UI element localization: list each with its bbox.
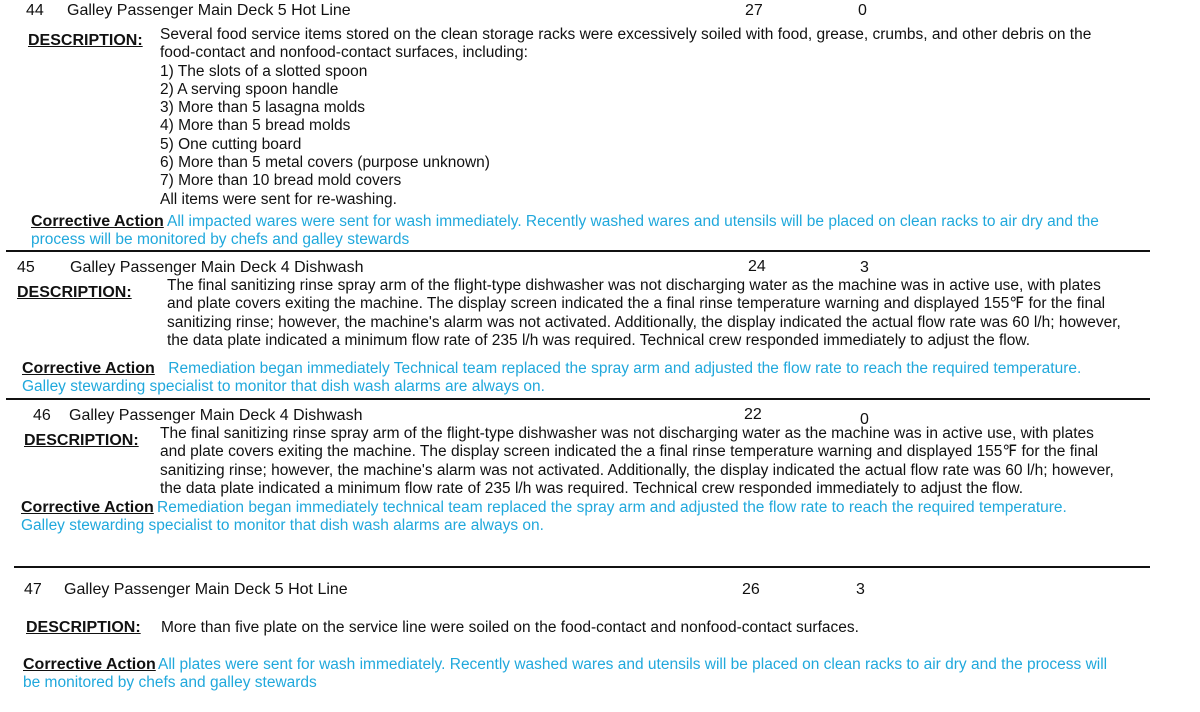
section-divider xyxy=(6,250,1150,252)
item-number: 47 xyxy=(24,581,42,598)
corrective-action-line: Galley stewarding specialist to monitor that dish wash alarms are always on. xyxy=(22,378,545,395)
item-location: Galley Passenger Main Deck 4 Dishwash xyxy=(69,407,363,424)
description-line: the data plate indicated a minimum flow rate of 235 l/h was required. Technical crew responded immediately to adjust the flow. xyxy=(167,331,1031,349)
description-label: DESCRIPTION: xyxy=(24,432,139,449)
description-line: 3) More than 5 lasagna molds xyxy=(160,99,366,117)
item-col-b: 3 xyxy=(860,259,869,276)
description-line: food-contact and nonfood-contact surfaces, including: xyxy=(160,44,528,62)
description-line: The final sanitizing rinse spray arm of the flight-type dishwasher was not discharging water as the machine was in active use, with plates xyxy=(160,425,1094,442)
description-line: 4) More than 5 bread molds xyxy=(160,117,351,135)
description-line: sanitizing rinse; however, the machine's alarm was not activated. Additionally, the display indicated the actual flow rate was 60 l/h; however, xyxy=(167,313,1121,331)
item-col-a: 24 xyxy=(748,258,766,275)
description-line: and plate covers exiting the machine. The display screen indicated the a final rinse temperature warning and displayed 155℉ for the final xyxy=(160,443,1099,461)
item-location: Galley Passenger Main Deck 5 Hot Line xyxy=(64,581,348,598)
description-line: 5) One cutting board xyxy=(160,135,302,153)
description-text xyxy=(160,425,1114,498)
description-line: 6) More than 5 metal covers (purpose unknown) xyxy=(160,154,490,172)
item-number: 44 xyxy=(26,2,44,19)
item-number: 46 xyxy=(33,407,51,424)
description-line: 1) The slots of a slotted spoon xyxy=(160,62,368,80)
corrective-action-line: Remediation began immediately technical team replaced the spray arm and adjusted the flow rate to reach the required temperature. xyxy=(157,499,1067,516)
description-text xyxy=(167,277,1121,350)
description-line: and plate covers exiting the machine. The display screen indicated the a final rinse temperature warning and displayed 155℉ for the final xyxy=(167,295,1106,313)
corrective-action-label: Corrective Action xyxy=(22,360,155,377)
description-text xyxy=(161,619,859,637)
item-col-a: 27 xyxy=(745,2,763,19)
description-line: the data plate indicated a minimum flow rate of 235 l/h was required. Technical crew responded immediately to adjust the flow. xyxy=(160,479,1024,497)
corrective-action-line: All impacted wares were sent for wash immediately. Recently washed wares and utensils will be placed on clean racks to air dry and the xyxy=(167,213,1099,230)
item-col-b: 0 xyxy=(860,411,869,428)
item-location: Galley Passenger Main Deck 5 Hot Line xyxy=(67,2,351,19)
corrective-action-label: Corrective Action xyxy=(21,499,154,516)
description-label: DESCRIPTION: xyxy=(26,619,141,636)
item-col-b: 0 xyxy=(858,2,867,19)
description-label: DESCRIPTION: xyxy=(17,284,132,301)
corrective-action-line: process will be monitored by chefs and galley stewards xyxy=(31,231,410,248)
section-divider xyxy=(14,566,1150,568)
item-number: 45 xyxy=(17,259,35,276)
description-line: 2) A serving spoon handle xyxy=(160,80,339,98)
description-line: All items were sent for re-washing. xyxy=(160,190,397,208)
description-label: DESCRIPTION: xyxy=(28,32,143,49)
item-col-a: 26 xyxy=(742,581,760,598)
description-line: The final sanitizing rinse spray arm of the flight-type dishwasher was not discharging water as the machine was in active use, with plates xyxy=(167,277,1101,294)
description-line: 7) More than 10 bread mold covers xyxy=(160,172,402,190)
corrective-action-line: Galley stewarding specialist to monitor that dish wash alarms are always on. xyxy=(21,517,544,534)
corrective-action-line: Remediation began immediately Technical team replaced the spray arm and adjusted the flow rate to reach the required temperature. xyxy=(164,360,1082,377)
corrective-action-line: be monitored by chefs and galley stewards xyxy=(23,674,317,691)
corrective-action-label: Corrective Action xyxy=(31,213,164,230)
corrective-action-line: All plates were sent for wash immediately. Recently washed wares and utensils will be placed on clean racks to air dry and the process will xyxy=(158,656,1108,673)
item-location: Galley Passenger Main Deck 4 Dishwash xyxy=(70,259,364,276)
section-divider xyxy=(6,398,1150,400)
item-col-a: 22 xyxy=(744,406,762,423)
description-line: Several food service items stored on the clean storage racks were excessively soiled with food, grease, crumbs, and other debris on the xyxy=(160,26,1092,43)
description-line: sanitizing rinse; however, the machine's alarm was not activated. Additionally, the display indicated the actual flow rate was 60 l/h; however, xyxy=(160,461,1114,479)
corrective-action-label: Corrective Action xyxy=(23,656,156,673)
description-text xyxy=(160,26,1091,209)
item-col-b: 3 xyxy=(856,581,865,598)
description-line: More than five plate on the service line were soiled on the food-contact and nonfood-contact surfaces. xyxy=(161,619,859,636)
